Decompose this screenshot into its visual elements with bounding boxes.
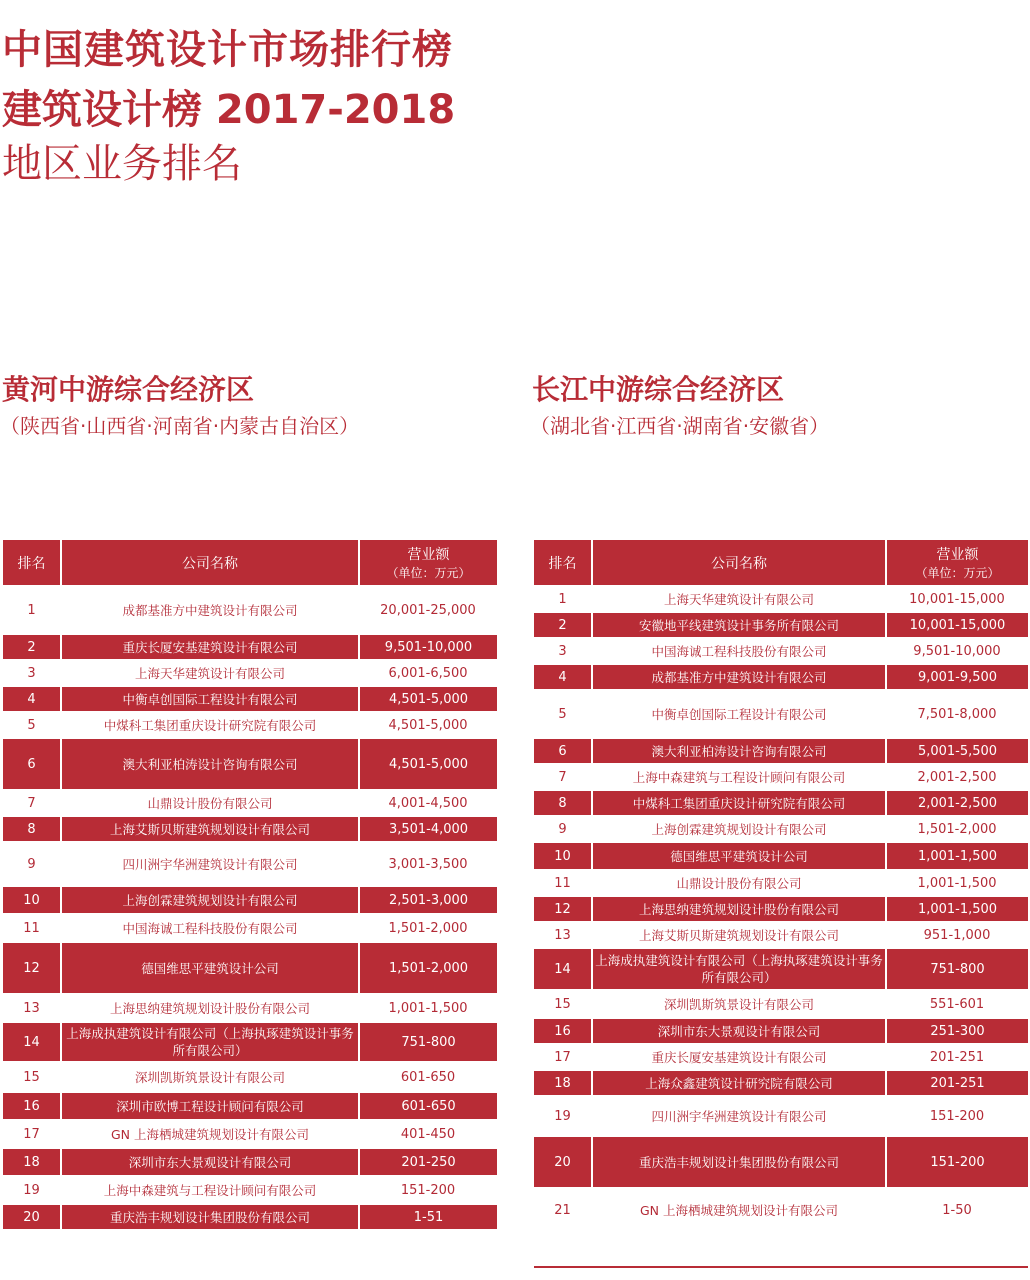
company-name-cell: 上海思纳建筑规划设计股份有限公司	[592, 896, 886, 922]
company-name-cell: 上海创霖建筑规划设计有限公司	[61, 886, 359, 914]
rank-cell: 13	[3, 994, 61, 1022]
company-name-cell: 安徽地平线建筑设计事务所有限公司	[592, 612, 886, 638]
table-row	[534, 870, 1028, 896]
revenue-cell: 151-200	[886, 1136, 1028, 1188]
company-header: 公司名称	[592, 540, 886, 586]
company-name-cell: 德国维思平建筑设计公司	[592, 842, 886, 870]
revenue-cell: 1,501-2,000	[359, 942, 497, 994]
rank-cell: 9	[534, 816, 592, 842]
table-row	[534, 638, 1028, 664]
table-row	[3, 994, 497, 1022]
revenue-cell: 10,001-15,000	[886, 586, 1028, 612]
table-row	[534, 690, 1028, 738]
company-name-cell: 上海成执建筑设计有限公司（上海执琢建筑设计事务所有限公司）	[592, 948, 886, 990]
rank-cell: 8	[534, 790, 592, 816]
revenue-cell: 6,001-6,500	[359, 660, 497, 686]
revenue-cell: 251-300	[886, 1018, 1028, 1044]
revenue-unit-label: （单位：万元）	[386, 566, 471, 580]
table-row	[3, 790, 497, 816]
company-name-cell: GN 上海栖城建筑规划设计有限公司	[61, 1120, 359, 1148]
revenue-cell: 601-650	[359, 1062, 497, 1092]
revenue-cell: 10,001-15,000	[886, 612, 1028, 638]
revenue-cell: 1,501-2,000	[359, 914, 497, 942]
left-region-title: 黄河中游综合经济区	[2, 373, 255, 406]
revenue-cell: 9,501-10,000	[359, 634, 497, 660]
revenue-cell: 4,001-4,500	[359, 790, 497, 816]
company-name-cell: 上海创霖建筑规划设计有限公司	[592, 816, 886, 842]
rank-cell: 2	[534, 612, 592, 638]
revenue-cell: 1,001-1,500	[886, 870, 1028, 896]
rank-cell: 3	[534, 638, 592, 664]
table-row	[3, 1022, 497, 1062]
revenue-cell: 201-250	[359, 1148, 497, 1176]
rank-cell: 11	[534, 870, 592, 896]
company-name-cell: 上海天华建筑设计有限公司	[592, 586, 886, 612]
rank-cell: 13	[534, 922, 592, 948]
revenue-cell: 151-200	[359, 1176, 497, 1204]
revenue-cell: 1-51	[359, 1204, 497, 1230]
rank-cell: 10	[534, 842, 592, 870]
table-row	[3, 942, 497, 994]
rank-cell: 12	[534, 896, 592, 922]
revenue-cell: 4,501-5,000	[359, 712, 497, 738]
company-name-cell: 深圳凯斯筑景设计有限公司	[61, 1062, 359, 1092]
company-name-cell: 中衡卓创国际工程设计有限公司	[61, 686, 359, 712]
table-header-row	[3, 540, 497, 586]
rank-cell: 7	[3, 790, 61, 816]
rank-cell: 2	[3, 634, 61, 660]
table-row	[3, 1204, 497, 1230]
company-name-cell: 中国海诚工程科技股份有限公司	[61, 914, 359, 942]
revenue-cell: 1,001-1,500	[886, 896, 1028, 922]
rank-cell: 6	[534, 738, 592, 764]
table-row	[3, 712, 497, 738]
company-name-cell: 深圳市东大景观设计有限公司	[61, 1148, 359, 1176]
rank-cell: 14	[3, 1022, 61, 1062]
table-row	[534, 816, 1028, 842]
right-region-provinces: （湖北省·江西省·湖南省·安徽省）	[530, 414, 830, 438]
table-row	[3, 686, 497, 712]
company-name-cell: 成都基准方中建筑设计有限公司	[61, 586, 359, 634]
company-name-cell: 重庆长厦安基建筑设计有限公司	[61, 634, 359, 660]
table-row	[534, 1188, 1028, 1232]
rank-cell: 7	[534, 764, 592, 790]
rank-cell: 5	[3, 712, 61, 738]
table-row	[3, 738, 497, 790]
table-row	[534, 990, 1028, 1018]
table-row	[534, 664, 1028, 690]
table-row	[534, 1136, 1028, 1188]
rank-cell: 21	[534, 1188, 592, 1232]
table-row	[534, 586, 1028, 612]
rank-cell: 18	[534, 1070, 592, 1096]
rank-cell: 10	[3, 886, 61, 914]
page-section-title: 地区业务排名	[2, 141, 242, 187]
company-name-cell: 山鼎设计股份有限公司	[592, 870, 886, 896]
company-name-cell: 上海中森建筑与工程设计顾问有限公司	[61, 1176, 359, 1204]
rank-cell: 6	[3, 738, 61, 790]
company-name-cell: GN 上海栖城建筑规划设计有限公司	[592, 1188, 886, 1232]
revenue-cell: 3,001-3,500	[359, 842, 497, 886]
company-name-cell: 中衡卓创国际工程设计有限公司	[592, 690, 886, 738]
revenue-cell: 5,001-5,500	[886, 738, 1028, 764]
company-name-cell: 四川洲宇华洲建筑设计有限公司	[61, 842, 359, 886]
rank-cell: 17	[3, 1120, 61, 1148]
revenue-cell: 601-650	[359, 1092, 497, 1120]
company-name-cell: 重庆浩丰规划设计集团股份有限公司	[592, 1136, 886, 1188]
revenue-cell: 551-601	[886, 990, 1028, 1018]
rank-header: 排名	[534, 540, 592, 586]
table-row	[534, 842, 1028, 870]
table-row	[3, 1148, 497, 1176]
table-row	[534, 1018, 1028, 1044]
rank-cell: 9	[3, 842, 61, 886]
revenue-cell: 1,001-1,500	[886, 842, 1028, 870]
rank-cell: 18	[3, 1148, 61, 1176]
table-row	[3, 842, 497, 886]
table-bottom-rule	[534, 1266, 1028, 1268]
revenue-header	[886, 540, 1028, 586]
table-row	[3, 660, 497, 686]
company-name-cell: 上海众鑫建筑设计研究院有限公司	[592, 1070, 886, 1096]
table-row	[3, 1176, 497, 1204]
table-row	[3, 634, 497, 660]
rank-cell: 4	[534, 664, 592, 690]
rank-cell: 16	[534, 1018, 592, 1044]
company-name-cell: 上海成执建筑设计有限公司（上海执琢建筑设计事务所有限公司）	[61, 1022, 359, 1062]
revenue-cell: 1-50	[886, 1188, 1028, 1232]
company-name-cell: 四川洲宇华洲建筑设计有限公司	[592, 1096, 886, 1136]
rank-cell: 19	[534, 1096, 592, 1136]
table-row	[534, 738, 1028, 764]
rank-cell: 16	[3, 1092, 61, 1120]
revenue-cell: 7,501-8,000	[886, 690, 1028, 738]
right-region-title: 长江中游综合经济区	[532, 373, 785, 406]
left-ranking-table	[3, 540, 498, 1231]
revenue-cell: 201-251	[886, 1070, 1028, 1096]
revenue-cell: 2,001-2,500	[886, 764, 1028, 790]
revenue-cell: 20,001-25,000	[359, 586, 497, 634]
company-name-cell: 山鼎设计股份有限公司	[61, 790, 359, 816]
rank-cell: 19	[3, 1176, 61, 1204]
company-name-cell: 深圳市欧博工程设计顾问有限公司	[61, 1092, 359, 1120]
table-row	[3, 1120, 497, 1148]
company-name-cell: 中煤科工集团重庆设计研究院有限公司	[61, 712, 359, 738]
page-title: 中国建筑设计市场排行榜	[2, 27, 453, 73]
rank-cell: 12	[3, 942, 61, 994]
revenue-cell: 3,501-4,000	[359, 816, 497, 842]
company-name-cell: 上海艾斯贝斯建筑规划设计有限公司	[592, 922, 886, 948]
rank-cell: 17	[534, 1044, 592, 1070]
revenue-cell: 151-200	[886, 1096, 1028, 1136]
rank-cell: 4	[3, 686, 61, 712]
rank-cell: 11	[3, 914, 61, 942]
company-name-cell: 上海艾斯贝斯建筑规划设计有限公司	[61, 816, 359, 842]
revenue-cell: 1,001-1,500	[359, 994, 497, 1022]
table-row	[3, 914, 497, 942]
rank-cell: 5	[534, 690, 592, 738]
table-row	[534, 764, 1028, 790]
rank-cell: 1	[3, 586, 61, 634]
revenue-cell: 9,001-9,500	[886, 664, 1028, 690]
table-row	[534, 922, 1028, 948]
revenue-unit-label: （单位：万元）	[915, 566, 1000, 580]
table-row	[3, 1062, 497, 1092]
company-header: 公司名称	[61, 540, 359, 586]
revenue-cell: 201-251	[886, 1044, 1028, 1070]
company-name-cell: 重庆浩丰规划设计集团股份有限公司	[61, 1204, 359, 1230]
revenue-cell: 401-450	[359, 1120, 497, 1148]
revenue-header-label: 营业额	[936, 547, 979, 563]
company-name-cell: 澳大利亚柏涛设计咨询有限公司	[61, 738, 359, 790]
table-row	[3, 586, 497, 634]
table-header-row	[534, 540, 1028, 586]
company-name-cell: 上海天华建筑设计有限公司	[61, 660, 359, 686]
revenue-cell: 4,501-5,000	[359, 686, 497, 712]
rank-cell: 15	[3, 1062, 61, 1092]
rank-cell: 8	[3, 816, 61, 842]
table-row	[3, 1092, 497, 1120]
revenue-cell: 2,501-3,000	[359, 886, 497, 914]
company-name-cell: 中国海诚工程科技股份有限公司	[592, 638, 886, 664]
rank-header: 排名	[3, 540, 61, 586]
table-row	[534, 612, 1028, 638]
table-row	[534, 948, 1028, 990]
rank-cell: 20	[534, 1136, 592, 1188]
table-row	[534, 1044, 1028, 1070]
revenue-cell: 751-800	[886, 948, 1028, 990]
table-row	[534, 1096, 1028, 1136]
revenue-header	[359, 540, 497, 586]
company-name-cell: 上海中森建筑与工程设计顾问有限公司	[592, 764, 886, 790]
company-name-cell: 重庆长厦安基建筑设计有限公司	[592, 1044, 886, 1070]
revenue-cell: 9,501-10,000	[886, 638, 1028, 664]
rank-cell: 14	[534, 948, 592, 990]
page-subtitle: 建筑设计榜 2017-2018	[2, 87, 456, 133]
rank-cell: 20	[3, 1204, 61, 1230]
rank-cell: 15	[534, 990, 592, 1018]
company-name-cell: 中煤科工集团重庆设计研究院有限公司	[592, 790, 886, 816]
revenue-cell: 2,001-2,500	[886, 790, 1028, 816]
company-name-cell: 上海思纳建筑规划设计股份有限公司	[61, 994, 359, 1022]
revenue-header-label: 营业额	[407, 547, 450, 563]
rank-cell: 3	[3, 660, 61, 686]
company-name-cell: 德国维思平建筑设计公司	[61, 942, 359, 994]
revenue-cell: 951-1,000	[886, 922, 1028, 948]
company-name-cell: 深圳市东大景观设计有限公司	[592, 1018, 886, 1044]
company-name-cell: 澳大利亚柏涛设计咨询有限公司	[592, 738, 886, 764]
table-row	[3, 886, 497, 914]
table-row	[534, 790, 1028, 816]
revenue-cell: 1,501-2,000	[886, 816, 1028, 842]
table-row	[534, 896, 1028, 922]
rank-cell: 1	[534, 586, 592, 612]
company-name-cell: 成都基准方中建筑设计有限公司	[592, 664, 886, 690]
revenue-cell: 751-800	[359, 1022, 497, 1062]
right-ranking-table	[534, 540, 1029, 1233]
table-row	[534, 1070, 1028, 1096]
company-name-cell: 深圳凯斯筑景设计有限公司	[592, 990, 886, 1018]
revenue-cell: 4,501-5,000	[359, 738, 497, 790]
table-row	[3, 816, 497, 842]
left-region-provinces: （陕西省·山西省·河南省·内蒙古自治区）	[0, 414, 360, 438]
